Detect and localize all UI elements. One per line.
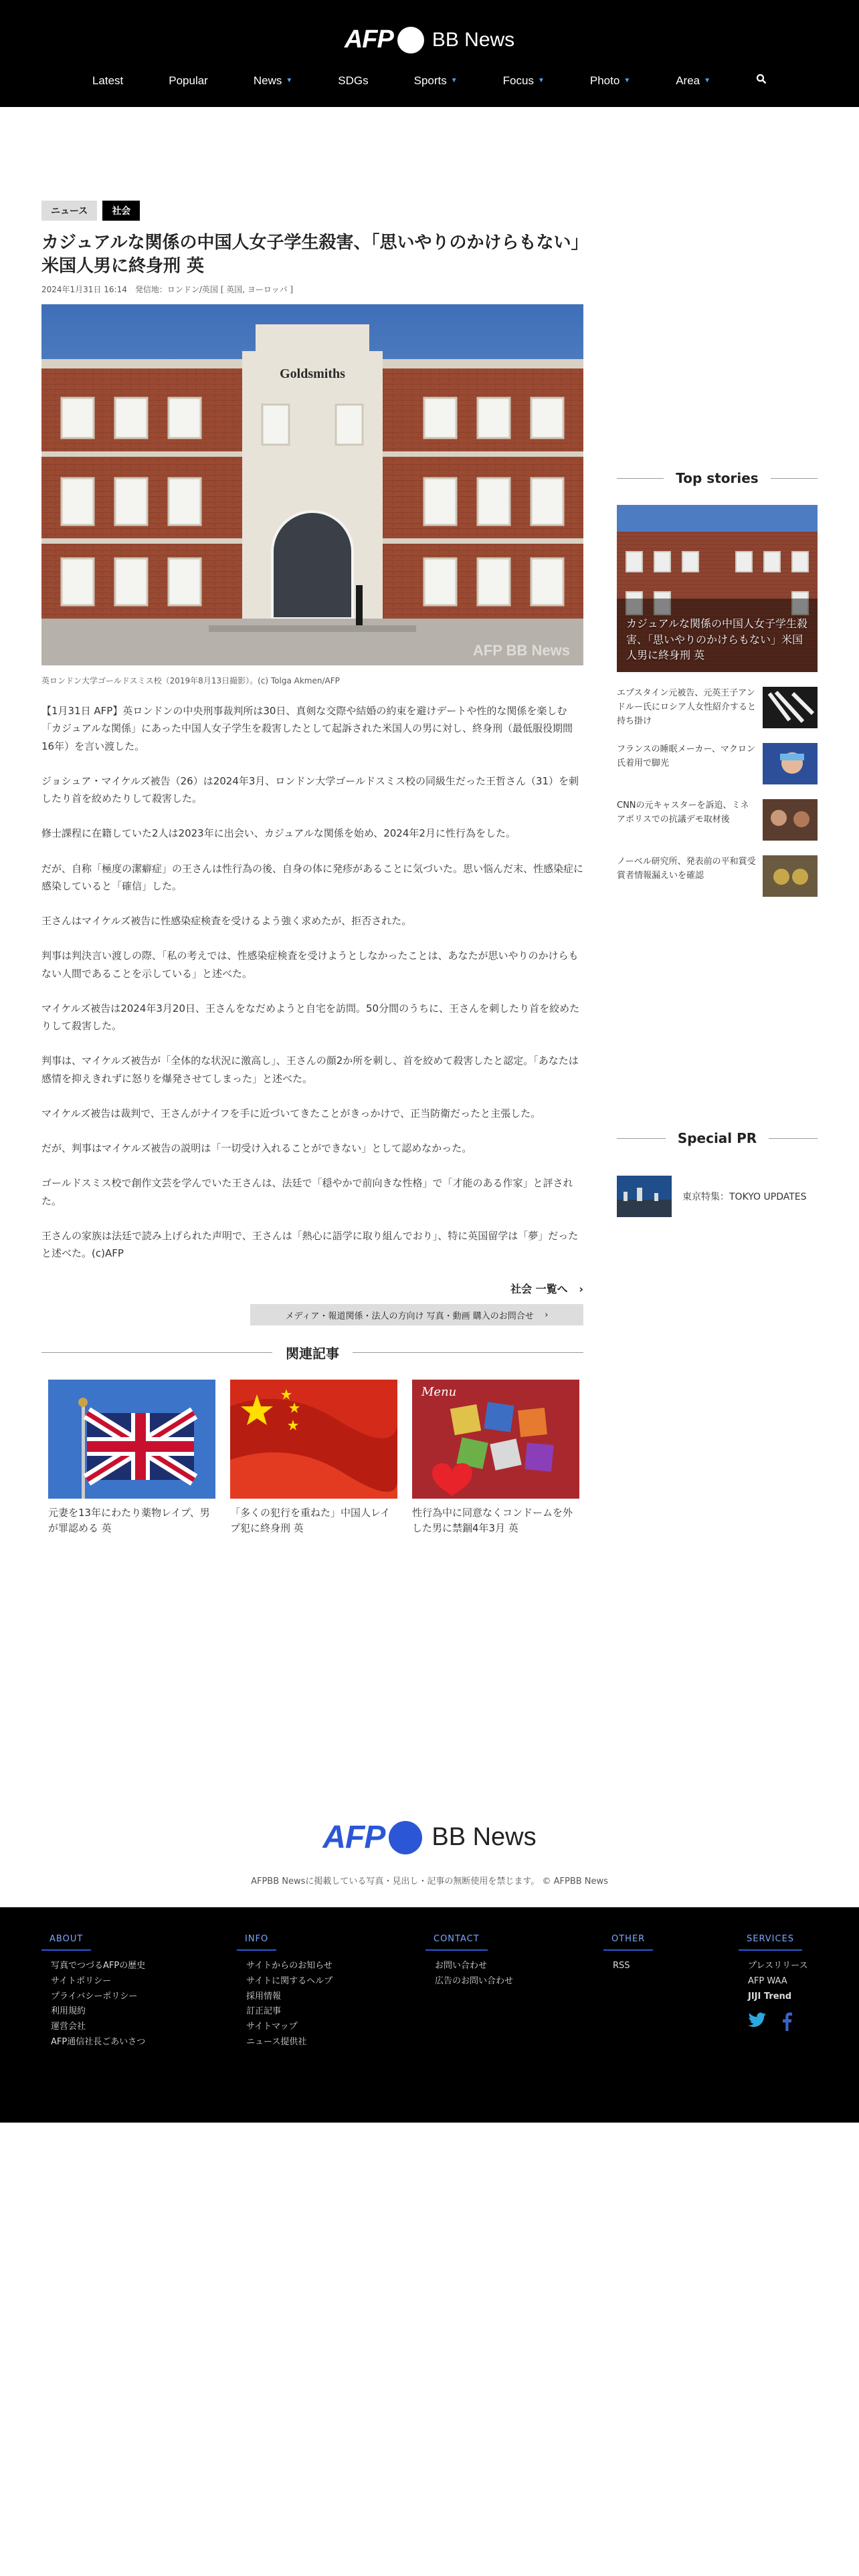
chevron-right-icon: › — [571, 1283, 583, 1296]
story-thumbnail — [763, 855, 818, 897]
article-paragraph: 判事は判決言い渡しの際、「私の考えでは、性感染症検査を受けようとしなかったことは、あなたが思いやりのかけらもない人間であることを示している」と述べた。 — [41, 950, 579, 980]
footer-heading: CONTACT — [425, 1934, 488, 1951]
article-tags — [41, 201, 583, 221]
site-footer — [0, 1907, 859, 2123]
footer-logo-bb: BB News — [432, 1823, 537, 1851]
story-thumbnail — [763, 799, 818, 841]
divider — [771, 478, 818, 479]
related-title: 「多くの犯行を重ねた」中国人レイプ犯に終身刑 英 — [230, 1507, 391, 1534]
footer-heading: ABOUT — [41, 1934, 91, 1951]
footer-link[interactable]: RSS — [613, 1961, 630, 1971]
footer-link[interactable]: サイトポリシー — [51, 1975, 112, 1986]
divider — [769, 1138, 818, 1139]
nav-label: Latest — [92, 74, 124, 87]
footer-logo-afp: AFP — [322, 1820, 385, 1855]
footer-logo-dot — [389, 1821, 422, 1854]
nav-label: News — [253, 74, 282, 87]
article-paragraph: ゴールドスミス校で創作文芸を学んでいた王さんは、法廷で「穏やかで前向きな性格」で「才能のある作家」と評された。 — [41, 1177, 573, 1207]
related-heading-label: 関連記事 — [286, 1346, 339, 1362]
copyright-notice: AFPBB Newsに掲載している写真・見出し・記事の無断使用を禁じます。 © AFPBB News — [251, 1876, 608, 1887]
chevron-right-icon: › — [533, 1309, 549, 1320]
top-story-feature[interactable] — [617, 505, 818, 672]
footer-link[interactable]: プライバシーポリシー — [51, 1991, 138, 2002]
nav-item-area[interactable] — [653, 74, 733, 88]
special-pr-label: Special PR — [677, 1130, 757, 1146]
story-thumbnail — [763, 687, 818, 728]
related-card[interactable] — [48, 1380, 215, 1535]
nav-item-sdgs[interactable] — [315, 74, 391, 88]
building-sign: Goldsmiths — [280, 366, 345, 382]
nav-item-sports[interactable] — [391, 74, 480, 88]
category-list-label: 社会 一覧へ — [510, 1283, 568, 1296]
article-paragraph: 王さんはマイケルズ被告に性感染症検査を受けるよう強く求めたが、拒否された。 — [41, 915, 412, 928]
footer-column-services — [739, 1931, 807, 2031]
top-stories-heading — [617, 470, 818, 486]
footer-link[interactable]: ニュース提供社 — [246, 2036, 307, 2047]
related-heading — [41, 1343, 583, 1362]
article-paragraph: 王さんの家族は法廷で読み上げられた声明で、王さんは「熱心に語学に取り組んでおり」、特に英国留学は「夢」だったと述べた。(c)AFP — [41, 1229, 579, 1260]
footer-link[interactable]: サイトマップ — [246, 2022, 298, 2032]
footer-heading: OTHER — [603, 1934, 653, 1951]
top-story-item[interactable] — [617, 855, 818, 897]
article-body — [41, 702, 583, 1262]
story-thumbnail — [763, 743, 818, 784]
menu-card-text: Menu — [421, 1385, 457, 1400]
footer-heading: SERVICES — [739, 1934, 802, 1951]
nav-label: Sports — [413, 74, 447, 87]
footer-link[interactable]: 広告のお問い合わせ — [435, 1975, 514, 1986]
article-hero-image — [41, 304, 583, 665]
chevron-down-icon: ▼ — [450, 77, 458, 84]
logo-afp-text: AFP — [344, 25, 393, 53]
special-pr-item[interactable] — [617, 1176, 818, 1217]
divider — [617, 478, 664, 479]
article-paragraph: 【1月31日 AFP】英ロンドンの中央刑事裁判所は30日、真剣な交際や結婚の約束を避けデートや性的な関係を楽しむ「カジュアルな関係」にあった中国人女子学生を殺害したとして起訴された米国人の男に対し、終身刑（最低服役期間16年）を言い渡した。 — [41, 705, 573, 752]
twitter-icon[interactable] — [748, 2012, 767, 2028]
nav-item-focus[interactable] — [480, 74, 567, 88]
nav-item-popular[interactable] — [146, 74, 231, 88]
nav-item-latest[interactable] — [70, 74, 146, 88]
article-paragraph: 修士課程に在籍していた2人は2023年に出会い、カジュアルな関係を始め、2024年2月に性行為をした。 — [41, 827, 516, 840]
nav-label: Focus — [502, 74, 534, 87]
chevron-down-icon: ▼ — [624, 77, 631, 84]
footer-column-contact — [425, 1931, 513, 1990]
article-paragraph: だが、判事はマイケルズ被告の説明は「一切受け入れることができない」として認めなかった。 — [41, 1142, 472, 1155]
footer-heading: INFO — [237, 1934, 276, 1951]
divider — [617, 1138, 666, 1139]
jiji-trend-link[interactable]: JIJI Trend — [748, 1991, 792, 2002]
tag-news[interactable]: ニュース — [41, 201, 97, 221]
footer-column-other — [603, 1931, 653, 1974]
article — [41, 201, 583, 1535]
footer-column-info — [237, 1931, 332, 2050]
footer-link[interactable]: AFP WAA — [748, 1975, 787, 1986]
feature-title: カジュアルな関係の中国人女子学生殺害、「思いやりのかけらもない」米国人男に終身刑 英 — [626, 617, 808, 661]
article-paragraph: マイケルズ被告は裁判で、王さんがナイフを手に近づいてきたことがきっかけで、正当防衛だったと主張した。 — [41, 1107, 541, 1119]
story-title: エプスタイン元被告、元英王子アンドルー氏にロシア人女性紹介すると持ち掛け — [617, 688, 757, 726]
facebook-icon[interactable] — [781, 2012, 792, 2031]
nav-label: SDGs — [338, 74, 369, 87]
article-paragraph: だが、自称「極度の潔癖症」の王さんは性行為の後、自身の体に発疹があることに気づいた。思い悩んだ末、性感染症に感染していると「確信」した。 — [41, 862, 584, 892]
article-paragraph: 判事は、マイケルズ被告が「全体的な状況に激高し」、王さんの顔2か所を刺し、首を絞めて殺害したと認定。「あなたは感情を抑えきれずに怒りを爆発させてしまった」と述べた。 — [41, 1055, 579, 1085]
story-title: ノーベル研究所、発表前の平和賞受賞者情報漏えいを確認 — [617, 857, 756, 881]
social-links — [739, 2012, 807, 2031]
image-watermark: AFP BB News — [472, 642, 570, 659]
footer-link[interactable]: AFP通信社長ごあいさつ — [51, 2036, 146, 2047]
related-card[interactable] — [412, 1380, 579, 1535]
footer-link[interactable]: 運営会社 — [51, 2022, 86, 2032]
footer-link[interactable]: 写真でつづるAFPの歴史 — [51, 1961, 146, 1971]
nav-item-news[interactable] — [231, 74, 315, 88]
nav-label: Area — [676, 74, 700, 87]
top-story-item[interactable] — [617, 743, 818, 784]
chevron-down-icon: ▼ — [704, 77, 711, 84]
related-image-union-jack — [48, 1380, 215, 1499]
site-logo[interactable] — [0, 25, 859, 54]
search-icon — [756, 74, 767, 84]
site-header — [0, 0, 859, 107]
nav-item-photo[interactable] — [567, 74, 653, 88]
footer-link[interactable]: サイトからのお知らせ — [246, 1961, 332, 1971]
logo-bb-text: BB News — [432, 28, 515, 51]
pr-title: 東京特集：TOKYO UPDATES — [682, 1192, 807, 1202]
top-stories-label: Top stories — [676, 470, 759, 486]
story-title: CNNの元キャスターを訴追、ミネアポリスでの抗議デモ取材後 — [617, 800, 749, 825]
related-card[interactable] — [230, 1380, 397, 1535]
divider — [41, 1352, 272, 1353]
search-button[interactable] — [733, 74, 789, 88]
footer-column-about — [41, 1931, 145, 2050]
footer-link[interactable]: サイトに関するヘルプ — [246, 1975, 333, 1986]
footer-link[interactable]: プレスリリース — [748, 1961, 808, 1971]
special-pr-heading — [617, 1130, 818, 1146]
footer-link[interactable]: 訂正記事 — [246, 2006, 282, 2017]
media-inquiry-label: メディア・報道関係・法人の方向け 写真・動画 購入のお問合せ — [285, 1311, 534, 1321]
main-nav — [0, 74, 859, 88]
nav-label: Popular — [169, 74, 208, 87]
chevron-down-icon: ▼ — [537, 77, 545, 84]
related-title: 性行為中に同意なくコンドームを外した男に禁錮4年3月 英 — [412, 1507, 573, 1534]
chevron-down-icon: ▼ — [286, 77, 293, 84]
media-inquiry-button[interactable] — [250, 1304, 583, 1325]
sidebar-special-pr — [617, 1130, 818, 1217]
footer-link[interactable]: 採用情報 — [246, 1991, 282, 2002]
article-paragraph: マイケルズ被告は2024年3月20日、王さんをなだめようと自宅を訪問。50分間のうちに、王さんを刺したり首を絞めたりして殺害した。 — [41, 1002, 580, 1033]
sidebar-top-stories — [617, 470, 818, 897]
footer-link[interactable]: 利用規約 — [51, 2006, 86, 2017]
story-title: フランスの睡眠メーカー、マクロン氏着用で脚光 — [617, 744, 755, 769]
nav-label: Photo — [589, 74, 620, 87]
footer-logo[interactable] — [0, 1819, 859, 1856]
divider — [353, 1352, 583, 1353]
footer-link[interactable]: お問い合わせ — [435, 1961, 488, 1971]
related-articles — [41, 1380, 583, 1535]
pr-thumbnail — [617, 1176, 672, 1217]
related-title: 元妻を13年にわたり薬物レイプ、男が罪認める 英 — [48, 1507, 210, 1534]
goldsmiths-building-image — [41, 304, 583, 665]
related-image-condom-menu — [412, 1380, 579, 1499]
top-story-item[interactable] — [617, 687, 818, 728]
logo-dot — [397, 27, 424, 53]
article-meta: 2024年1月31日 16:14 発信地：ロンドン/英国 [ 英国, ヨーロッパ ] — [41, 285, 294, 295]
category-list-link[interactable] — [41, 1281, 583, 1296]
article-headline: カジュアルな関係の中国人女子学生殺害、「思いやりのかけらもない」米国人男に終身刑 英 — [41, 233, 580, 277]
related-image-china-flag — [230, 1380, 397, 1499]
tag-social[interactable]: 社会 — [102, 201, 140, 221]
article-paragraph: ジョシュア・マイケルズ被告（26）は2024年3月、ロンドン大学ゴールドスミス校の同級生だった王哲さん（31）を刺したり首を絞めたりして殺害した。 — [41, 774, 579, 805]
image-caption: 英ロンドン大学ゴールドスミス校（2019年8月13日撮影）。(c) Tolga Akmen/AFP — [41, 676, 340, 686]
top-story-item[interactable] — [617, 799, 818, 841]
